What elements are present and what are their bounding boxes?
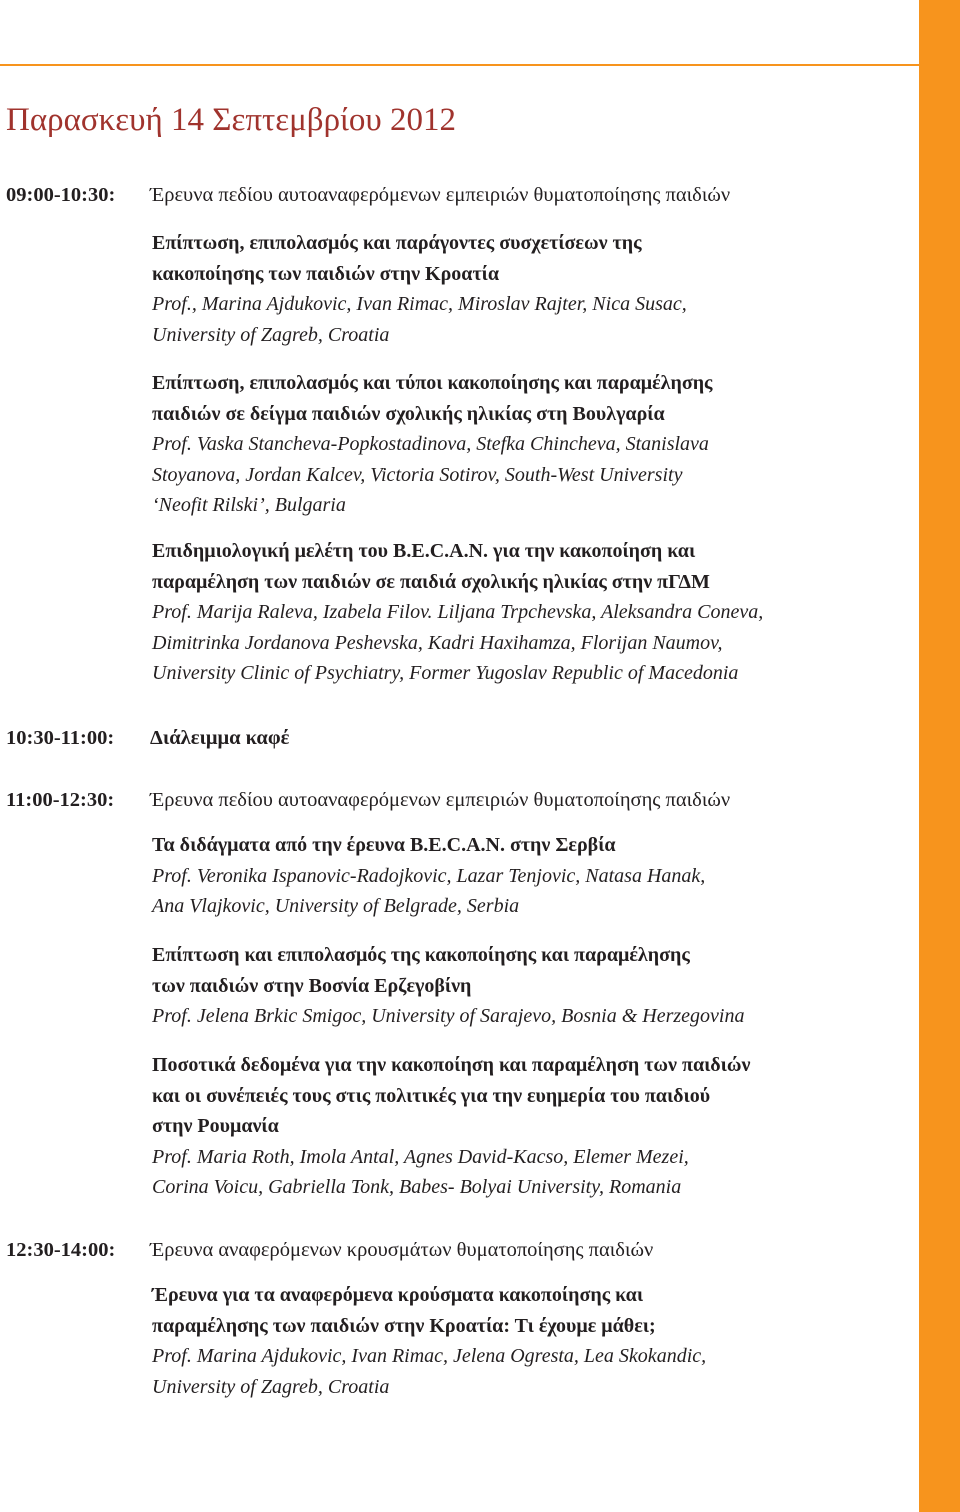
header-rule <box>0 64 919 66</box>
session-title: Διάλειμμα καφέ <box>150 727 290 749</box>
session-title: Έρευνα αναφερόμενων κρουσμάτων θυματοποίησης παιδιών <box>150 1239 654 1261</box>
talk-title: Επίπτωση και επιπολασμός της κακοποίησης και παραμέλησης <box>152 944 690 966</box>
talk-authors: Ana Vlajkovic, University of Belgrade, Serbia <box>152 895 520 917</box>
talk-authors: University of Zagreb, Croatia <box>152 1375 390 1398</box>
talk-title: Τα διδάγματα από την έρευνα B.E.C.A.N. στην Σερβία <box>152 834 616 856</box>
talk-title: Έρευνα για τα αναφερόμενα κρούσματα κακοποίησης και <box>152 1284 644 1306</box>
talk-entry <box>152 830 705 922</box>
talk-title: Ποσοτικά δεδομένα για την κακοποίηση και παραμέληση των παιδιών <box>152 1054 751 1076</box>
talk-authors: Corina Voicu, Gabriella Tonk, Babes- Bolyai University, Romania <box>152 1176 682 1198</box>
talk-authors: Stoyanova, Jordan Kalcev, Victoria Sotirov, South-West University <box>152 463 683 486</box>
session-slot <box>6 786 731 814</box>
talk-entry <box>152 228 687 350</box>
talk-title: κακοποίησης των παιδιών στην Κροατία <box>152 262 500 285</box>
talk-title: παραμέλησης των παιδιών στην Κροατία: Τι έχουμε μάθει; <box>152 1314 656 1337</box>
day-title: Παρασκευή 14 Σεπτεμβρίου 2012 <box>6 102 457 138</box>
side-accent-bar <box>919 0 960 1512</box>
talk-authors: Dimitrinka Jordanova Peshevska, Kadri Haxihamza, Florijan Naumov, <box>152 631 723 654</box>
talk-title: στην Ρουμανία <box>152 1115 279 1137</box>
session-slot <box>6 1236 654 1264</box>
talk-title: και οι συνέπειές τους στις πολιτικές για την ευημερία του παιδιού <box>152 1084 711 1107</box>
talk-authors: University of Zagreb, Croatia <box>152 323 390 346</box>
talk-authors: Prof. Marina Ajdukovic, Ivan Rimac, Jelena Ogresta, Lea Skokandic, <box>152 1345 707 1367</box>
talk-authors: University Clinic of Psychiatry, Former Yugoslav Republic of Macedonia <box>152 662 739 684</box>
session-time: 12:30-14:00: <box>6 1239 116 1261</box>
talk-authors: Prof. Vaska Stancheva-Popkostadinova, Stefka Chincheva, Stanislava <box>152 433 709 455</box>
talk-entry <box>152 940 744 1032</box>
session-slot <box>6 181 731 209</box>
session-time: 09:00-10:30: <box>6 184 116 206</box>
break-slot <box>6 724 290 752</box>
talk-authors: Prof. Marija Raleva, Izabela Filov. Liljana Trpchevska, Aleksandra Coneva, <box>152 601 764 623</box>
talk-entry <box>152 368 713 521</box>
talk-title: παιδιών σε δείγμα παιδιών σχολικής ηλικίας στη Βουλγαρία <box>152 402 665 425</box>
talk-title: Επίπτωση, επιπολασμός και τύποι κακοποίησης και παραμέλησης <box>152 372 713 394</box>
talk-title: Επιδημιολογική μελέτη του B.E.C.A.N. για την κακοποίηση και <box>152 540 696 562</box>
talk-authors: ‘Neofit Rilski’, Bulgaria <box>152 494 346 516</box>
talk-title: των παιδιών στην Βοσνία Ερζεγοβίνη <box>152 974 472 997</box>
talk-authors: Prof. Veronika Ispanovic-Radojkovic, Lazar Tenjovic, Natasa Hanak, <box>152 864 706 887</box>
talk-title: παραμέληση των παιδιών σε παιδιά σχολικής ηλικίας στην πΓΔΜ <box>152 570 710 593</box>
talk-entry <box>152 1050 750 1203</box>
talk-entry <box>152 536 763 689</box>
talk-title: Επίπτωση, επιπολασμός και παράγοντες συσχετίσεων της <box>152 232 642 254</box>
session-title: Έρευνα πεδίου αυτοαναφερόμενων εμπειριών θυματοποίησης παιδιών <box>150 789 731 811</box>
talk-authors: Prof., Marina Ajdukovic, Ivan Rimac, Miroslav Rajter, Nica Susac, <box>152 293 687 315</box>
session-time: 11:00-12:30: <box>6 789 115 811</box>
session-time: 10:30-11:00: <box>6 727 115 749</box>
session-title: Έρευνα πεδίου αυτοαναφερόμενων εμπειριών θυματοποίησης παιδιών <box>150 184 731 206</box>
talk-entry <box>152 1280 706 1402</box>
talk-authors: Prof. Jelena Brkic Smigoc, University of Sarajevo, Bosnia & Herzegovina <box>152 1005 745 1027</box>
talk-authors: Prof. Maria Roth, Imola Antal, Agnes David-Kacso, Elemer Mezei, <box>152 1145 689 1168</box>
